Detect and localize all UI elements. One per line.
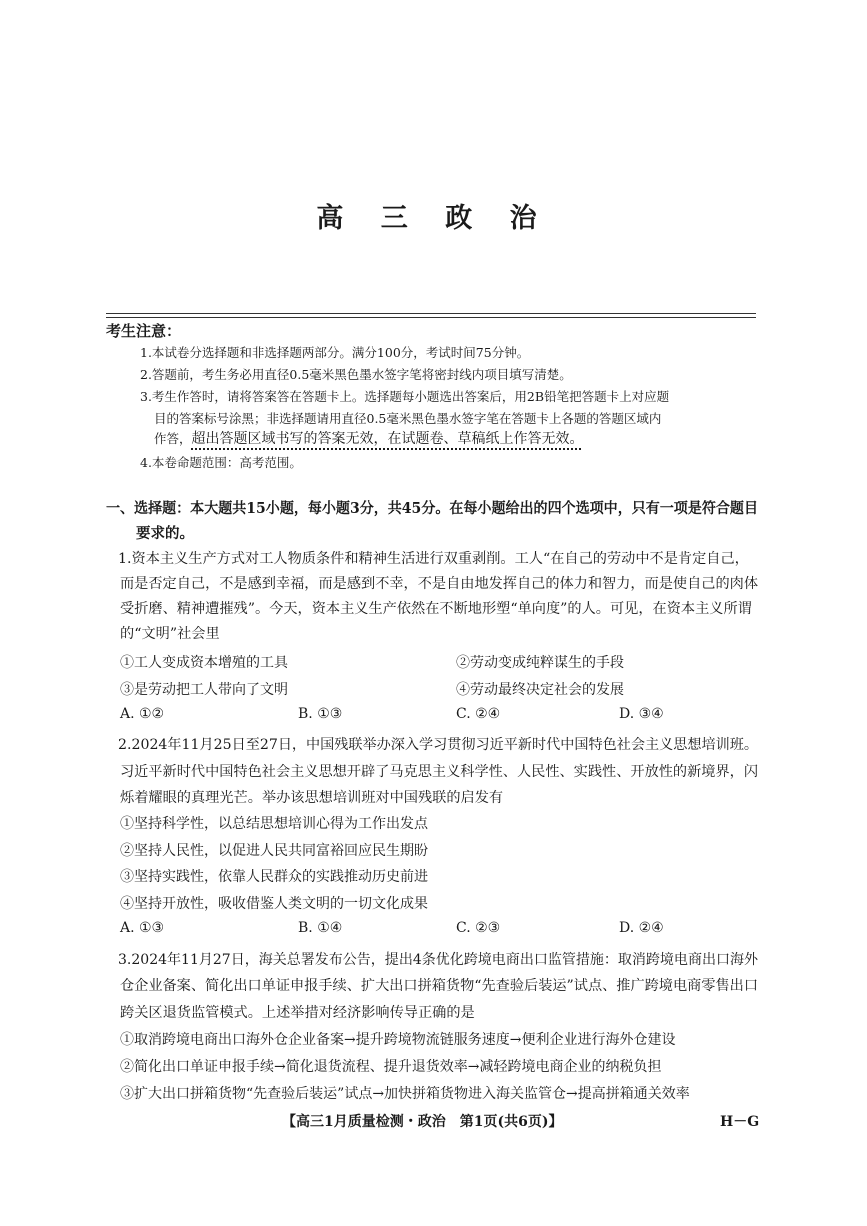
divider-line (106, 317, 756, 318)
q3-stem-line-1: 3.2024年11月27日，海关总署发布公告，提出4条优化跨境电商出口监管措施：取消跨境电商出口海外 (118, 952, 758, 968)
q2-choice-d: D. ②④ (619, 920, 664, 936)
paper-code: H－G (720, 1114, 760, 1130)
q2-choice-a: A. ①③ (120, 920, 165, 936)
q2-stem-line-2: 习近平新时代中国特色社会主义思想开辟了马克思主义科学性、人民性、实践性、开放性的新境界，闪 (120, 764, 759, 780)
q1-choice-b: B. ①③ (298, 706, 343, 722)
q2-stem-line-3: 烁着耀眼的真理光芒。举办该思想培训班对中国残联的启发有 (120, 790, 504, 806)
q3-statement-3: ③扩大出口拼箱货物“先查验后装运”试点→加快拼箱货物进入海关监管仓→提高拼箱通关效率 (120, 1086, 690, 1102)
q1-stem-line-3: 受折磨、精神遭摧残”。今天，资本主义生产依然在不断地形塑“单向度”的人。可见，在资本主义所谓 (120, 601, 752, 617)
q1-statement-2: ②劳动变成纯粹谋生的手段 (456, 655, 624, 671)
notice-item-3: 3.考生作答时，请将答案答在答题卡上。选择题每小题选出答案后，用2B铅笔把答题卡上对应题 (140, 389, 670, 404)
q1-choice-d: D. ③④ (619, 706, 664, 722)
notice-emphasis: 超出答题区域书写的答案无效，在试题卷、草稿纸上作答无效。 (191, 431, 584, 447)
q1-stem-line-4: 的“文明”社会里 (120, 626, 220, 642)
notice-item-3-lead: 作答， (154, 431, 192, 446)
q3-stem-line-2: 仓企业备案、简化出口单证申报手续、扩大出口拼箱货物“先查验后装运”试点、推广跨境电商零售出口 (120, 978, 758, 994)
q1-choice-c: C. ②④ (456, 706, 501, 722)
notice-heading: 考生注意： (106, 322, 182, 340)
notice-item-4: 4.本卷命题范围：高考范围。 (140, 455, 302, 470)
section-heading-line-2: 要求的。 (136, 525, 194, 542)
page-title: 高 三 政 治 (316, 203, 551, 234)
q3-stem-line-3: 跨关区退货监管模式。上述举措对经济影响传导正确的是 (120, 1005, 475, 1021)
q1-statement-1: ①工人变成资本增殖的工具 (120, 655, 288, 671)
section-heading: 一、选择题：本大题共15小题，每小题3分，共45分。在每小题给出的四个选项中，只有一项是符合题目 (106, 500, 758, 517)
notice-item-1: 1.本试卷分选择题和非选择题两部分。满分100分，考试时间75分钟。 (140, 345, 530, 360)
q3-statement-2: ②简化出口单证申报手续→简化退货流程、提升退货效率→减轻跨境电商企业的纳税负担 (120, 1059, 662, 1075)
notice-item-3-line-3 (154, 428, 584, 450)
q2-statement-3: ③坚持实践性，依靠人民群众的实践推动历史前进 (120, 869, 428, 885)
divider-line (106, 313, 756, 314)
page-footer: 【高三1月质量检测・政治 第1页(共6页)】 (282, 1114, 563, 1130)
q2-stem-line-1: 2.2024年11月25日至27日，中国残联举办深入学习贯彻习近平新时代中国特色社会主义思想培训班。 (118, 737, 758, 753)
notice-item-3-line-2: 目的答案标号涂黑；非选择题请用直径0.5毫米黑色墨水签字笔在答题卡上各题的答题区域内 (154, 411, 662, 426)
q2-choice-b: B. ①④ (298, 920, 343, 936)
q1-statement-4: ④劳动最终决定社会的发展 (456, 682, 624, 698)
q2-choice-c: C. ②③ (456, 920, 501, 936)
q2-statement-1: ①坚持科学性，以总结思想培训心得为工作出发点 (120, 816, 428, 832)
q1-choice-a: A. ①② (120, 706, 165, 722)
q1-statement-3: ③是劳动把工人带向了文明 (120, 682, 288, 698)
q2-statement-4: ④坚持开放性，吸收借鉴人类文明的一切文化成果 (120, 896, 428, 912)
q3-statement-1: ①取消跨境电商出口海外仓企业备案→提升跨境物流链服务速度→便利企业进行海外仓建设 (120, 1032, 676, 1048)
notice-item-2: 2.答题前，考生务必用直径0.5毫米黑色墨水签字笔将密封线内项目填写清楚。 (140, 367, 572, 382)
q2-statement-2: ②坚持人民性，以促进人民共同富裕回应民生期盼 (120, 843, 428, 859)
q1-stem-line-2: 而是否定自己，不是感到幸福，而是感到不幸，不是自由地发挥自己的体力和智力，而是使自己的肉体 (120, 576, 759, 592)
q1-stem-line-1: 1.资本主义生产方式对工人物质条件和精神生活进行双重剥削。工人“在自己的劳动中不是肯定自己， (118, 551, 749, 567)
